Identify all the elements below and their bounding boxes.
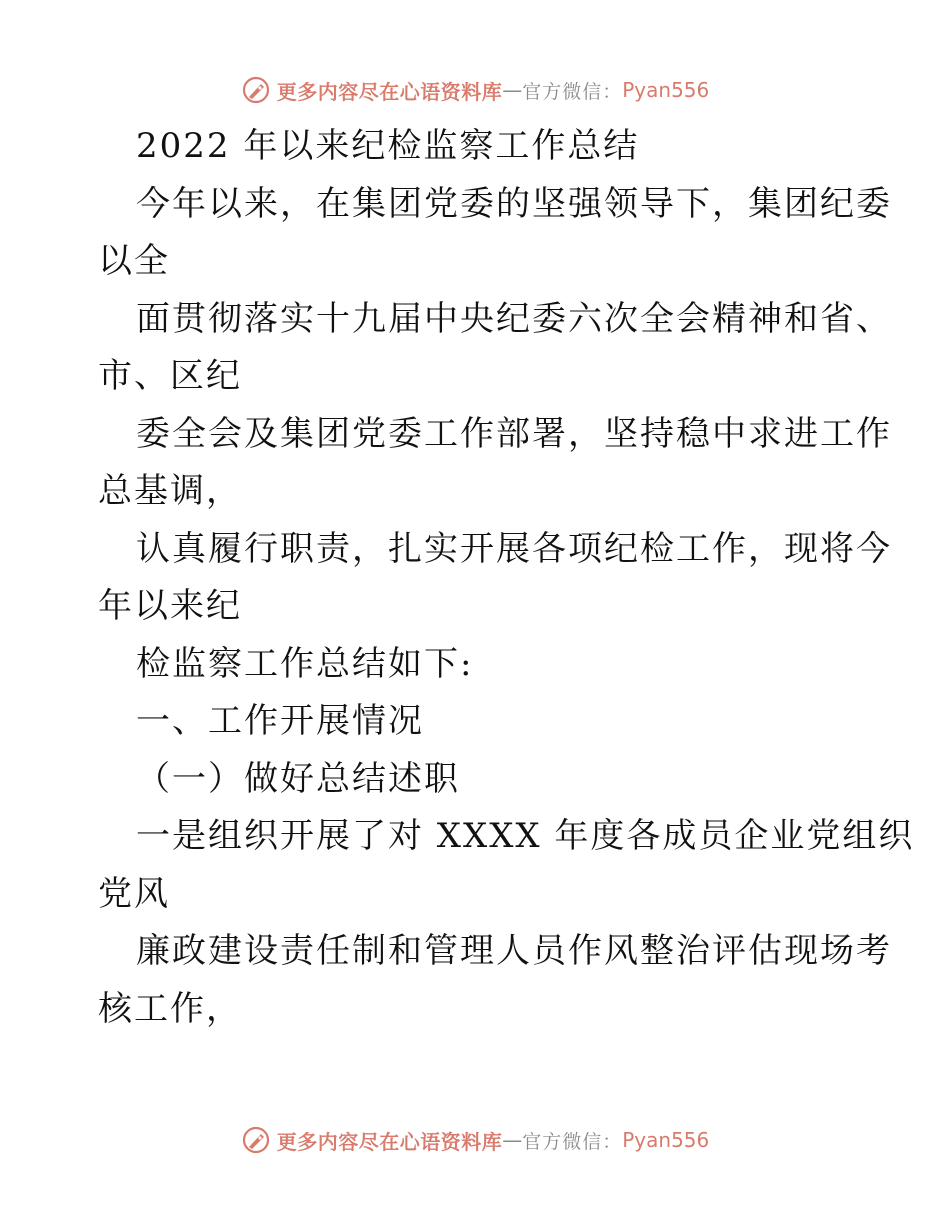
watermark-wechat-id: Pyan556 xyxy=(622,1128,710,1152)
paragraph-line: 检监察工作总结如下: xyxy=(136,643,474,684)
paragraph-line: 认真履行职责，扎实开展各项纪检工作，现将今 xyxy=(136,528,892,569)
paragraph-line: 今年以来，在集团党委的坚强领导下，集团纪委 xyxy=(136,183,892,224)
paragraph-line: 一是组织开展了对 XXXX 年度各成员企业党组织 xyxy=(136,816,915,856)
document-body xyxy=(98,118,915,1038)
watermark-wechat-label: 官方微信： xyxy=(522,1130,623,1153)
paragraph-line: 核工作， xyxy=(98,988,242,1029)
paragraph-line: 廉政建设责任制和管理人员作风整治评估现场考 xyxy=(136,931,892,971)
paragraph-line: 以全 xyxy=(98,241,170,281)
watermark-text: 更多内容尽在心语资料库 xyxy=(276,79,503,104)
paragraph-line: 面贯彻落实十九届中央纪委六次全会精神和省、 xyxy=(136,298,892,339)
paragraph-line: 党风 xyxy=(98,873,170,914)
watermark-text: 更多内容尽在心语资料库 xyxy=(276,1129,503,1154)
watermark-wechat-label: 官方微信： xyxy=(522,80,623,103)
subsection-heading: （一）做好总结述职 xyxy=(136,758,460,799)
section-heading: 一、工作开展情况 xyxy=(136,701,424,741)
watermark-banner-top xyxy=(0,70,950,110)
paragraph-line: 年以来纪 xyxy=(98,586,242,626)
pen-nib-logo-icon xyxy=(241,75,271,105)
watermark-dash: — xyxy=(502,1128,523,1152)
document-title: 2022 年以来纪检监察工作总结 xyxy=(136,126,640,166)
watermark-dash: — xyxy=(502,78,523,102)
paragraph-line: 市、区纪 xyxy=(98,356,242,396)
paragraph-line: 总基调， xyxy=(98,471,242,511)
watermark-wechat-id: Pyan556 xyxy=(622,78,710,102)
watermark-banner-bottom xyxy=(0,1120,950,1160)
paragraph-line: 委全会及集团党委工作部署，坚持稳中求进工作 xyxy=(136,413,892,454)
pen-nib-logo-icon xyxy=(241,1125,271,1155)
